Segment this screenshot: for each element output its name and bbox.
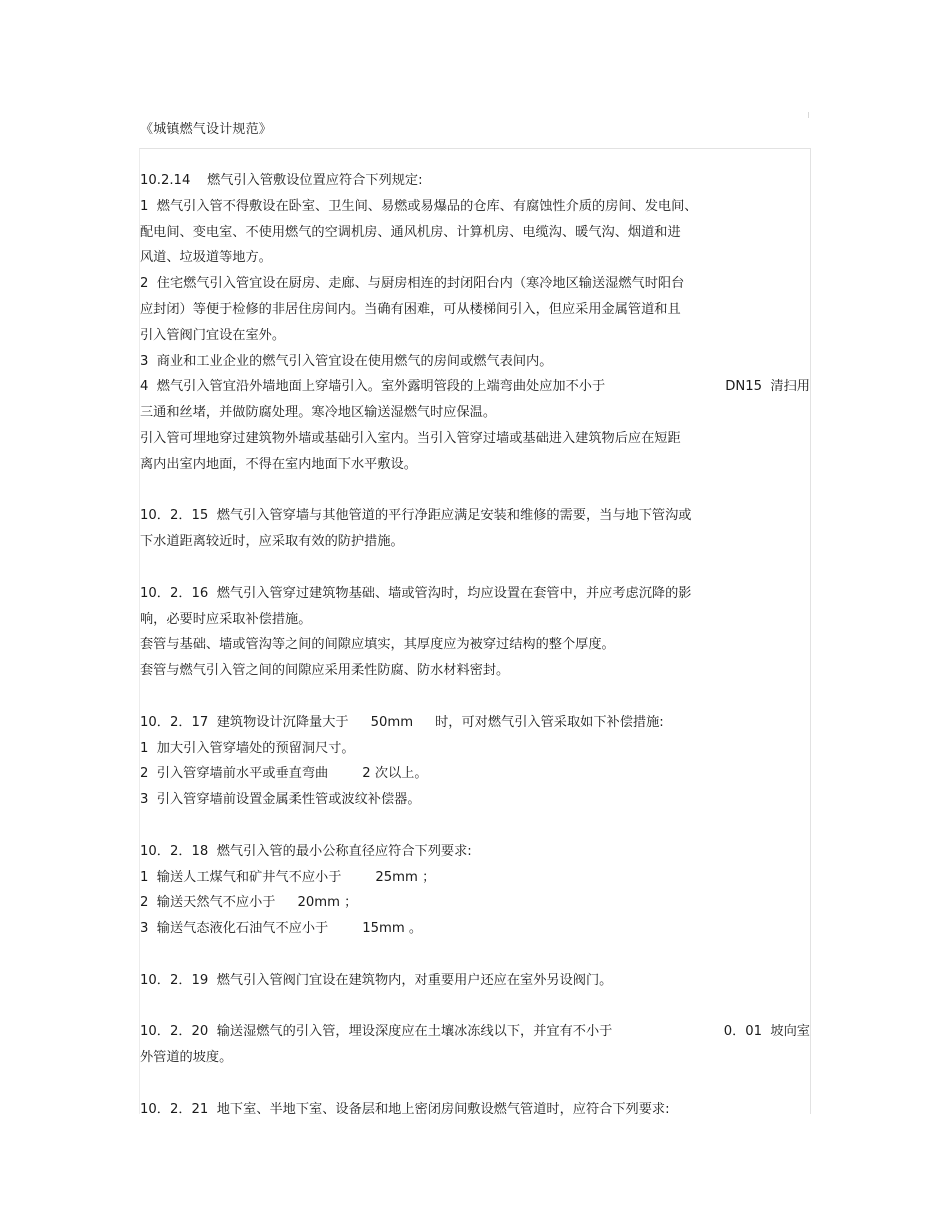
- clause-heading: 10．2．19 燃气引入管阀门宜设在建筑物内，对重要用户还应在室外另设阀门。: [140, 972, 613, 988]
- spacer: [140, 813, 810, 839]
- clause-heading-cont: 外管道的坡度。: [140, 1050, 233, 1066]
- clause-item-3: [140, 916, 810, 942]
- clause-item-2-value: 20mm ；: [297, 895, 358, 911]
- clause-item-4: [140, 374, 810, 400]
- clause-item-4-cont: 三通和丝堵，并做防腐处理。寒冷地区输送湿燃气时应保温。: [140, 405, 497, 421]
- clause-item-2-text: 2 输送天然气不应小于: [140, 895, 276, 911]
- clause-10-2-17: [140, 710, 810, 813]
- clause-item-1: 1 加大引入管穿墙处的预留洞尺寸。: [140, 740, 355, 756]
- clause-item-1-cont: 风道、垃圾道等地方。: [140, 250, 272, 266]
- clause-heading: [140, 710, 810, 736]
- clause-item-4-value: DN15 清扫用: [725, 379, 810, 395]
- spacer: [140, 555, 810, 581]
- clause-10-2-15: [140, 503, 810, 555]
- clause-item-3: 3 商业和工业企业的燃气引入管宜设在使用燃气的房间或燃气表间内。: [140, 353, 553, 369]
- clause-item-1-cont: 配电间、变电室、不使用燃气的空调机房、通风机房、计算机房、电缆沟、暖气沟、烟道和进: [140, 224, 681, 240]
- clause-heading: 10.2.14 燃气引入管敷设位置应符合下列规定:: [140, 173, 423, 188]
- clause-paragraph: 套管与燃气引入管之间的间隙应采用柔性防腐、防水材料密封。: [140, 663, 510, 679]
- clause-item-1: [140, 865, 810, 891]
- clause-item-2: [140, 890, 810, 916]
- clause-paragraph-cont: 离内出室内地面，不得在室内地面下水平敷设。: [140, 456, 417, 472]
- clause-paragraph: 引入管可埋地穿过建筑物外墙或基础引入室内。当引入管穿过墙或基础进入建筑物后应在短距: [140, 430, 681, 446]
- clause-item-3-text: 3 输送气态液化石油气不应小于: [140, 921, 329, 937]
- clause-heading: 10．2．21 地下室、半地下室、设备层和地上密闭房间敷设燃气管道时，应符合下列要求:: [140, 1101, 670, 1117]
- clause-item-3-value: 15mm 。: [362, 921, 423, 937]
- spacer: [140, 478, 810, 504]
- clause-item-2-cont: 引入管阀门宜设在室外。: [140, 327, 286, 343]
- clause-heading-text-end: 时，可对燃气引入管采取如下补偿措施:: [435, 714, 664, 730]
- clause-item-1: 1 燃气引入管不得敷设在卧室、卫生间、易燃或易爆品的仓库、有腐蚀性介质的房间、发电间、: [140, 198, 698, 214]
- clause-item-2-text: 2 引入管穿墙前水平或垂直弯曲: [140, 766, 329, 782]
- clause-10-2-19: [140, 968, 810, 994]
- document-title: 《城镇燃气设计规范》: [140, 122, 273, 137]
- spacer: [140, 942, 810, 968]
- clause-10-2-18: [140, 839, 810, 942]
- clause-10-2-16: [140, 581, 810, 684]
- page-corner-mark: [808, 112, 809, 118]
- spacer: [140, 1071, 810, 1097]
- spacer: [140, 684, 810, 710]
- clause-item-2-text-end: 次以上。: [374, 766, 428, 782]
- clause-item-3: 3 引入管穿墙前设置金属柔性管或波纹补偿器。: [140, 792, 421, 808]
- clause-item-4-text: 4 燃气引入管宜沿外墙地面上穿墙引入。室外露明管段的上端弯曲处应加不小于: [140, 379, 606, 395]
- clause-item-2: 2 住宅燃气引入管宜设在厨房、走廊、与厨房相连的封闭阳台内（寒冷地区输送湿燃气时阳台: [140, 276, 685, 292]
- clause-heading-cont: 响，必要时应采取补偿措施。: [140, 611, 312, 627]
- clause-heading: 10．2．15 燃气引入管穿墙与其他管道的平行净距应满足安装和维修的需要，当与地下管沟或: [140, 508, 692, 524]
- clause-heading-cont: 下水道距离较近时，应采取有效的防护措施。: [140, 534, 404, 550]
- clause-item-1-text: 1 输送人工煤气和矿井气不应小于: [140, 869, 342, 885]
- clause-item-2-value: 2: [362, 766, 371, 782]
- clause-heading-text: 10．2．17 建筑物设计沉降量大于: [140, 714, 349, 730]
- spacer: [140, 994, 810, 1020]
- clause-item-2-cont: 应封闭）等便于检修的非居住房间内。当确有困难，可从楼梯间引入，但应采用金属管道和且: [140, 301, 681, 317]
- clause-10-2-20: [140, 1019, 810, 1071]
- clause-heading-value: 50mm: [370, 714, 414, 730]
- document-body: [140, 168, 810, 1122]
- clause-10-2-14: [140, 168, 810, 478]
- clause-heading-text: 10．2．20 输送湿燃气的引入管，埋设深度应在土壤冰冻线以下，并宜有不小于: [140, 1024, 613, 1040]
- clause-heading: [140, 1019, 810, 1045]
- clause-item-2: [140, 761, 810, 787]
- clause-heading: 10．2．16 燃气引入管穿过建筑物基础、墙或管沟时，均应设置在套管中，并应考虑沉降的影: [140, 585, 692, 601]
- clause-item-1-value: 25mm ；: [375, 869, 436, 885]
- clause-paragraph: 套管与基础、墙或管沟等之间的间隙应填实，其厚度应为被穿过结构的整个厚度。: [140, 637, 615, 653]
- clause-10-2-21: [140, 1097, 810, 1123]
- clause-heading-value: 0．01 坡向室: [723, 1024, 810, 1040]
- clause-heading: 10．2．18 燃气引入管的最小公称直径应符合下列要求:: [140, 843, 472, 859]
